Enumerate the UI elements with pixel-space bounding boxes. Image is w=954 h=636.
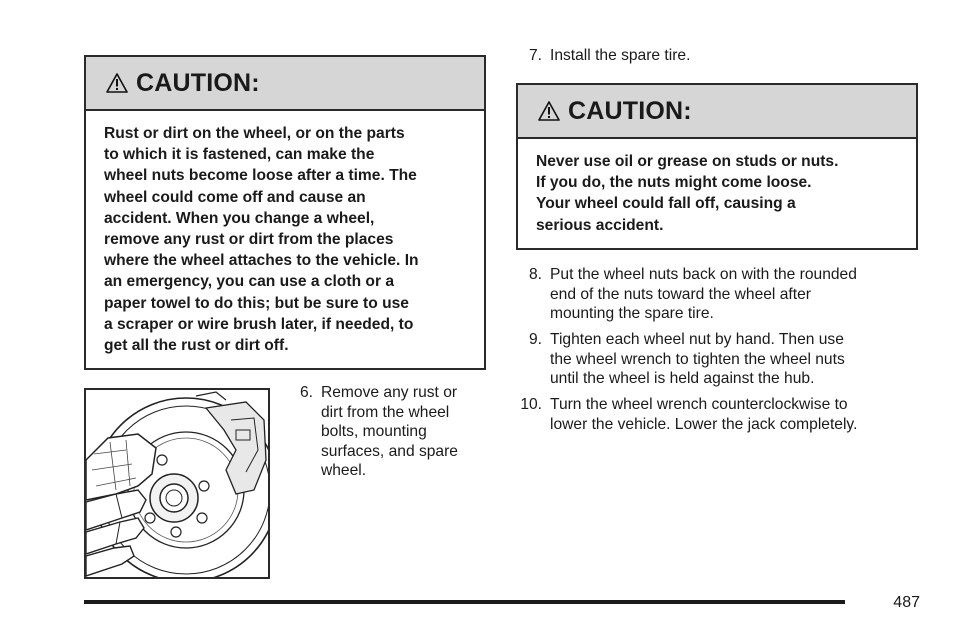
step-7 — [516, 46, 916, 66]
step-line: Install the spare tire. — [550, 47, 691, 64]
step-line: the wheel wrench to tighten the wheel nuts — [550, 350, 845, 368]
step-number: 9. — [528, 331, 542, 348]
step-text — [550, 395, 916, 434]
caution-line: wheel could come off and cause an — [104, 188, 366, 206]
step-line: until the wheel is held against the hub. — [550, 370, 815, 388]
step-text — [321, 383, 486, 481]
caution-line: Your wheel could fall off, causing a — [536, 195, 796, 213]
caution-heading: CAUTION: — [568, 96, 692, 125]
step-line: dirt from the wheel — [321, 403, 450, 421]
caution-line: accident. When you change a wheel, — [104, 209, 375, 227]
caution-box-rust — [84, 55, 486, 370]
warning-triangle-icon — [106, 73, 128, 93]
step-8 — [516, 265, 916, 324]
step-6 — [290, 383, 486, 481]
step-number: 7. — [528, 47, 542, 64]
caution-text — [86, 111, 484, 356]
step-line: surfaces, and spare — [321, 442, 458, 460]
caution-line: remove any rust or dirt from the places — [104, 231, 394, 249]
page-number: 487 — [893, 594, 920, 611]
step-text — [550, 265, 916, 324]
footer-rule — [84, 600, 845, 604]
caution-header — [518, 85, 916, 139]
step-number: 8. — [528, 266, 542, 283]
step-line: mounting the spare tire. — [550, 305, 714, 323]
step-9 — [516, 330, 916, 389]
caution-line: a scraper or wire brush later, if needed, to — [104, 315, 414, 333]
warning-triangle-icon — [538, 101, 560, 121]
caution-text — [518, 139, 916, 236]
caution-heading: CAUTION: — [136, 68, 260, 97]
step-line: Turn the wheel wrench counterclockwise to — [550, 396, 848, 413]
caution-line: Never use oil or grease on studs or nuts. — [536, 153, 839, 170]
step-line: bolts, mounting — [321, 423, 427, 441]
step-10 — [516, 395, 916, 434]
step-line: end of the nuts toward the wheel after — [550, 285, 811, 303]
hand-cleaning-wheel-hub-illustration — [86, 390, 268, 577]
step-text — [550, 330, 916, 389]
step-number: 6. — [299, 384, 313, 401]
caution-header — [86, 57, 484, 111]
caution-line: where the wheel attaches to the vehicle. In — [104, 252, 419, 270]
caution-line: Rust or dirt on the wheel, or on the parts — [104, 125, 405, 142]
caution-box-oil-grease — [516, 83, 918, 250]
caution-line: If you do, the nuts might come loose. — [536, 174, 812, 192]
caution-line: wheel nuts become loose after a time. The — [104, 167, 417, 185]
step-line: Put the wheel nuts back on with the rounded — [550, 266, 857, 283]
step-text — [550, 46, 916, 66]
caution-line: get all the rust or dirt off. — [104, 337, 289, 355]
step-number: 10. — [520, 396, 542, 413]
caution-line: paper towel to do this; but be sure to use — [104, 294, 409, 312]
step-line: lower the vehicle. Lower the jack completely. — [550, 415, 858, 433]
caution-line: to which it is fastened, can make the — [104, 146, 375, 164]
step-line: wheel. — [321, 462, 367, 480]
step-line: Tighten each wheel nut by hand. Then use — [550, 331, 844, 348]
caution-line: serious accident. — [536, 216, 664, 234]
step-line: Remove any rust or — [321, 384, 458, 401]
wheel-hub-illustration — [84, 388, 270, 579]
caution-line: an emergency, you can use a cloth or a — [104, 273, 395, 291]
